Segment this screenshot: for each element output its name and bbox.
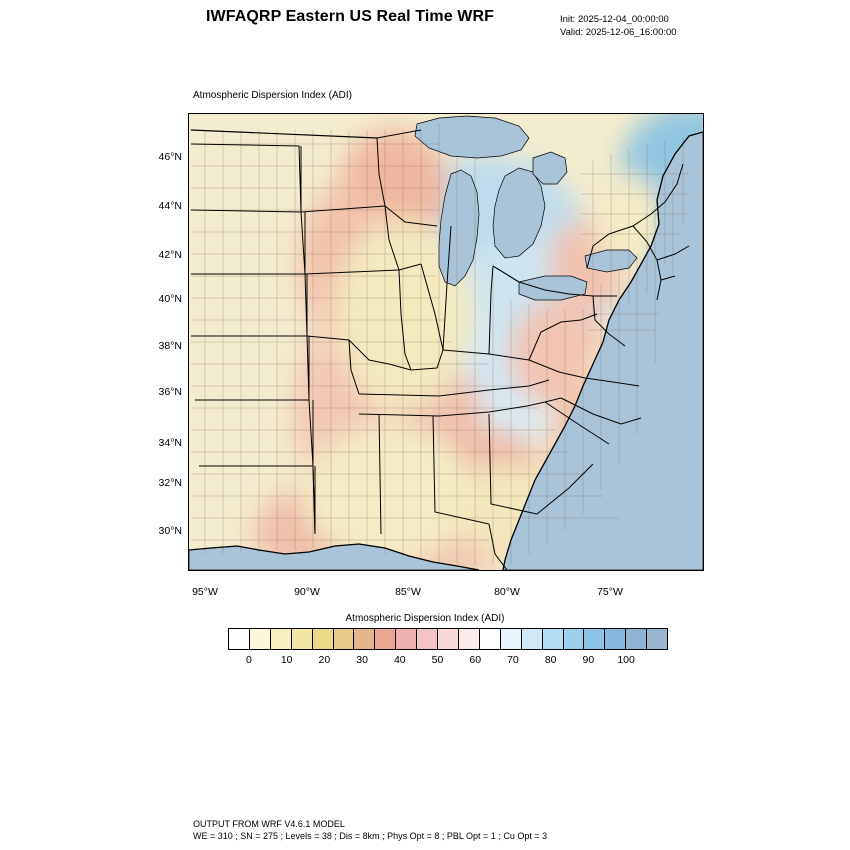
colorbar-cell-5 — [334, 629, 355, 649]
y-tick-5: 36°N — [158, 386, 182, 398]
colorbar-tick-3: 30 — [356, 654, 368, 666]
colorbar-cell-18 — [605, 629, 626, 649]
colorbar-cell-10 — [438, 629, 459, 649]
colorbar-cell-9 — [417, 629, 438, 649]
map-panel[interactable] — [188, 113, 704, 571]
colorbar-cell-13 — [501, 629, 522, 649]
y-tick-7: 32°N — [158, 477, 182, 489]
model-info-line1: OUTPUT FROM WRF V4.6.1 MODEL — [193, 819, 345, 829]
y-tick-0: 46°N — [158, 151, 182, 163]
colorbar-cell-20 — [647, 629, 667, 649]
colorbar-tick-7: 70 — [507, 654, 519, 666]
y-tick-8: 30°N — [158, 525, 182, 537]
colorbar-tick-0: 0 — [246, 654, 252, 666]
x-tick-3: 80°W — [494, 586, 520, 598]
page-title: IWFAQRP Eastern US Real Time WRF — [205, 8, 494, 25]
colorbar-ticks — [228, 654, 668, 672]
y-tick-2: 42°N — [158, 249, 182, 261]
colorbar-tick-1: 10 — [280, 654, 293, 666]
colorbar-tick-6: 60 — [469, 654, 482, 666]
init-time: Init: 2025-12-04_00:00:00 — [560, 14, 669, 25]
colorbar-title: Atmospheric Dispersion Index (ADI) — [345, 613, 505, 624]
colorbar-cell-6 — [354, 629, 375, 649]
y-tick-4: 38°N — [158, 340, 182, 352]
x-tick-1: 90°W — [294, 586, 320, 598]
map-canvas — [189, 114, 703, 570]
colorbar-cell-8 — [396, 629, 417, 649]
colorbar-tick-5: 50 — [431, 654, 444, 666]
plot-title: Atmospheric Dispersion Index (ADI) — [193, 90, 352, 101]
model-info-line2: WE = 310 ; SN = 275 ; Levels = 38 ; Dis = 8km ; Phys Opt = 8 ; PBL Opt = 1 ; Cu Opt = 3 — [193, 831, 548, 841]
colorbar-cell-2 — [271, 629, 292, 649]
colorbar-cell-11 — [459, 629, 480, 649]
colorbar-tick-9: 90 — [582, 654, 595, 666]
colorbar-cell-15 — [543, 629, 564, 649]
colorbar-cell-7 — [375, 629, 396, 649]
colorbar-cell-14 — [522, 629, 543, 649]
colorbar-tick-8: 80 — [544, 654, 557, 666]
y-tick-3: 40°N — [158, 293, 182, 305]
colorbar — [228, 628, 668, 650]
colorbar-tick-4: 40 — [393, 654, 406, 666]
colorbar-cell-17 — [584, 629, 605, 649]
y-tick-6: 34°N — [158, 437, 182, 449]
run-times — [560, 13, 677, 39]
valid-time: Valid: 2025-12-06_16:00:00 — [560, 27, 677, 38]
colorbar-cell-4 — [313, 629, 334, 649]
colorbar-cell-3 — [292, 629, 313, 649]
x-tick-4: 75°W — [597, 586, 623, 598]
colorbar-cell-19 — [626, 629, 647, 649]
model-info — [193, 818, 547, 842]
colorbar-tick-10: 100 — [617, 654, 635, 666]
colorbar-cell-1 — [250, 629, 271, 649]
x-tick-2: 85°W — [395, 586, 421, 598]
x-tick-0: 95°W — [192, 586, 218, 598]
colorbar-cell-0 — [229, 629, 250, 649]
colorbar-tick-2: 20 — [318, 654, 331, 666]
colorbar-cell-12 — [480, 629, 501, 649]
y-tick-1: 44°N — [158, 200, 182, 212]
colorbar-cell-16 — [564, 629, 585, 649]
